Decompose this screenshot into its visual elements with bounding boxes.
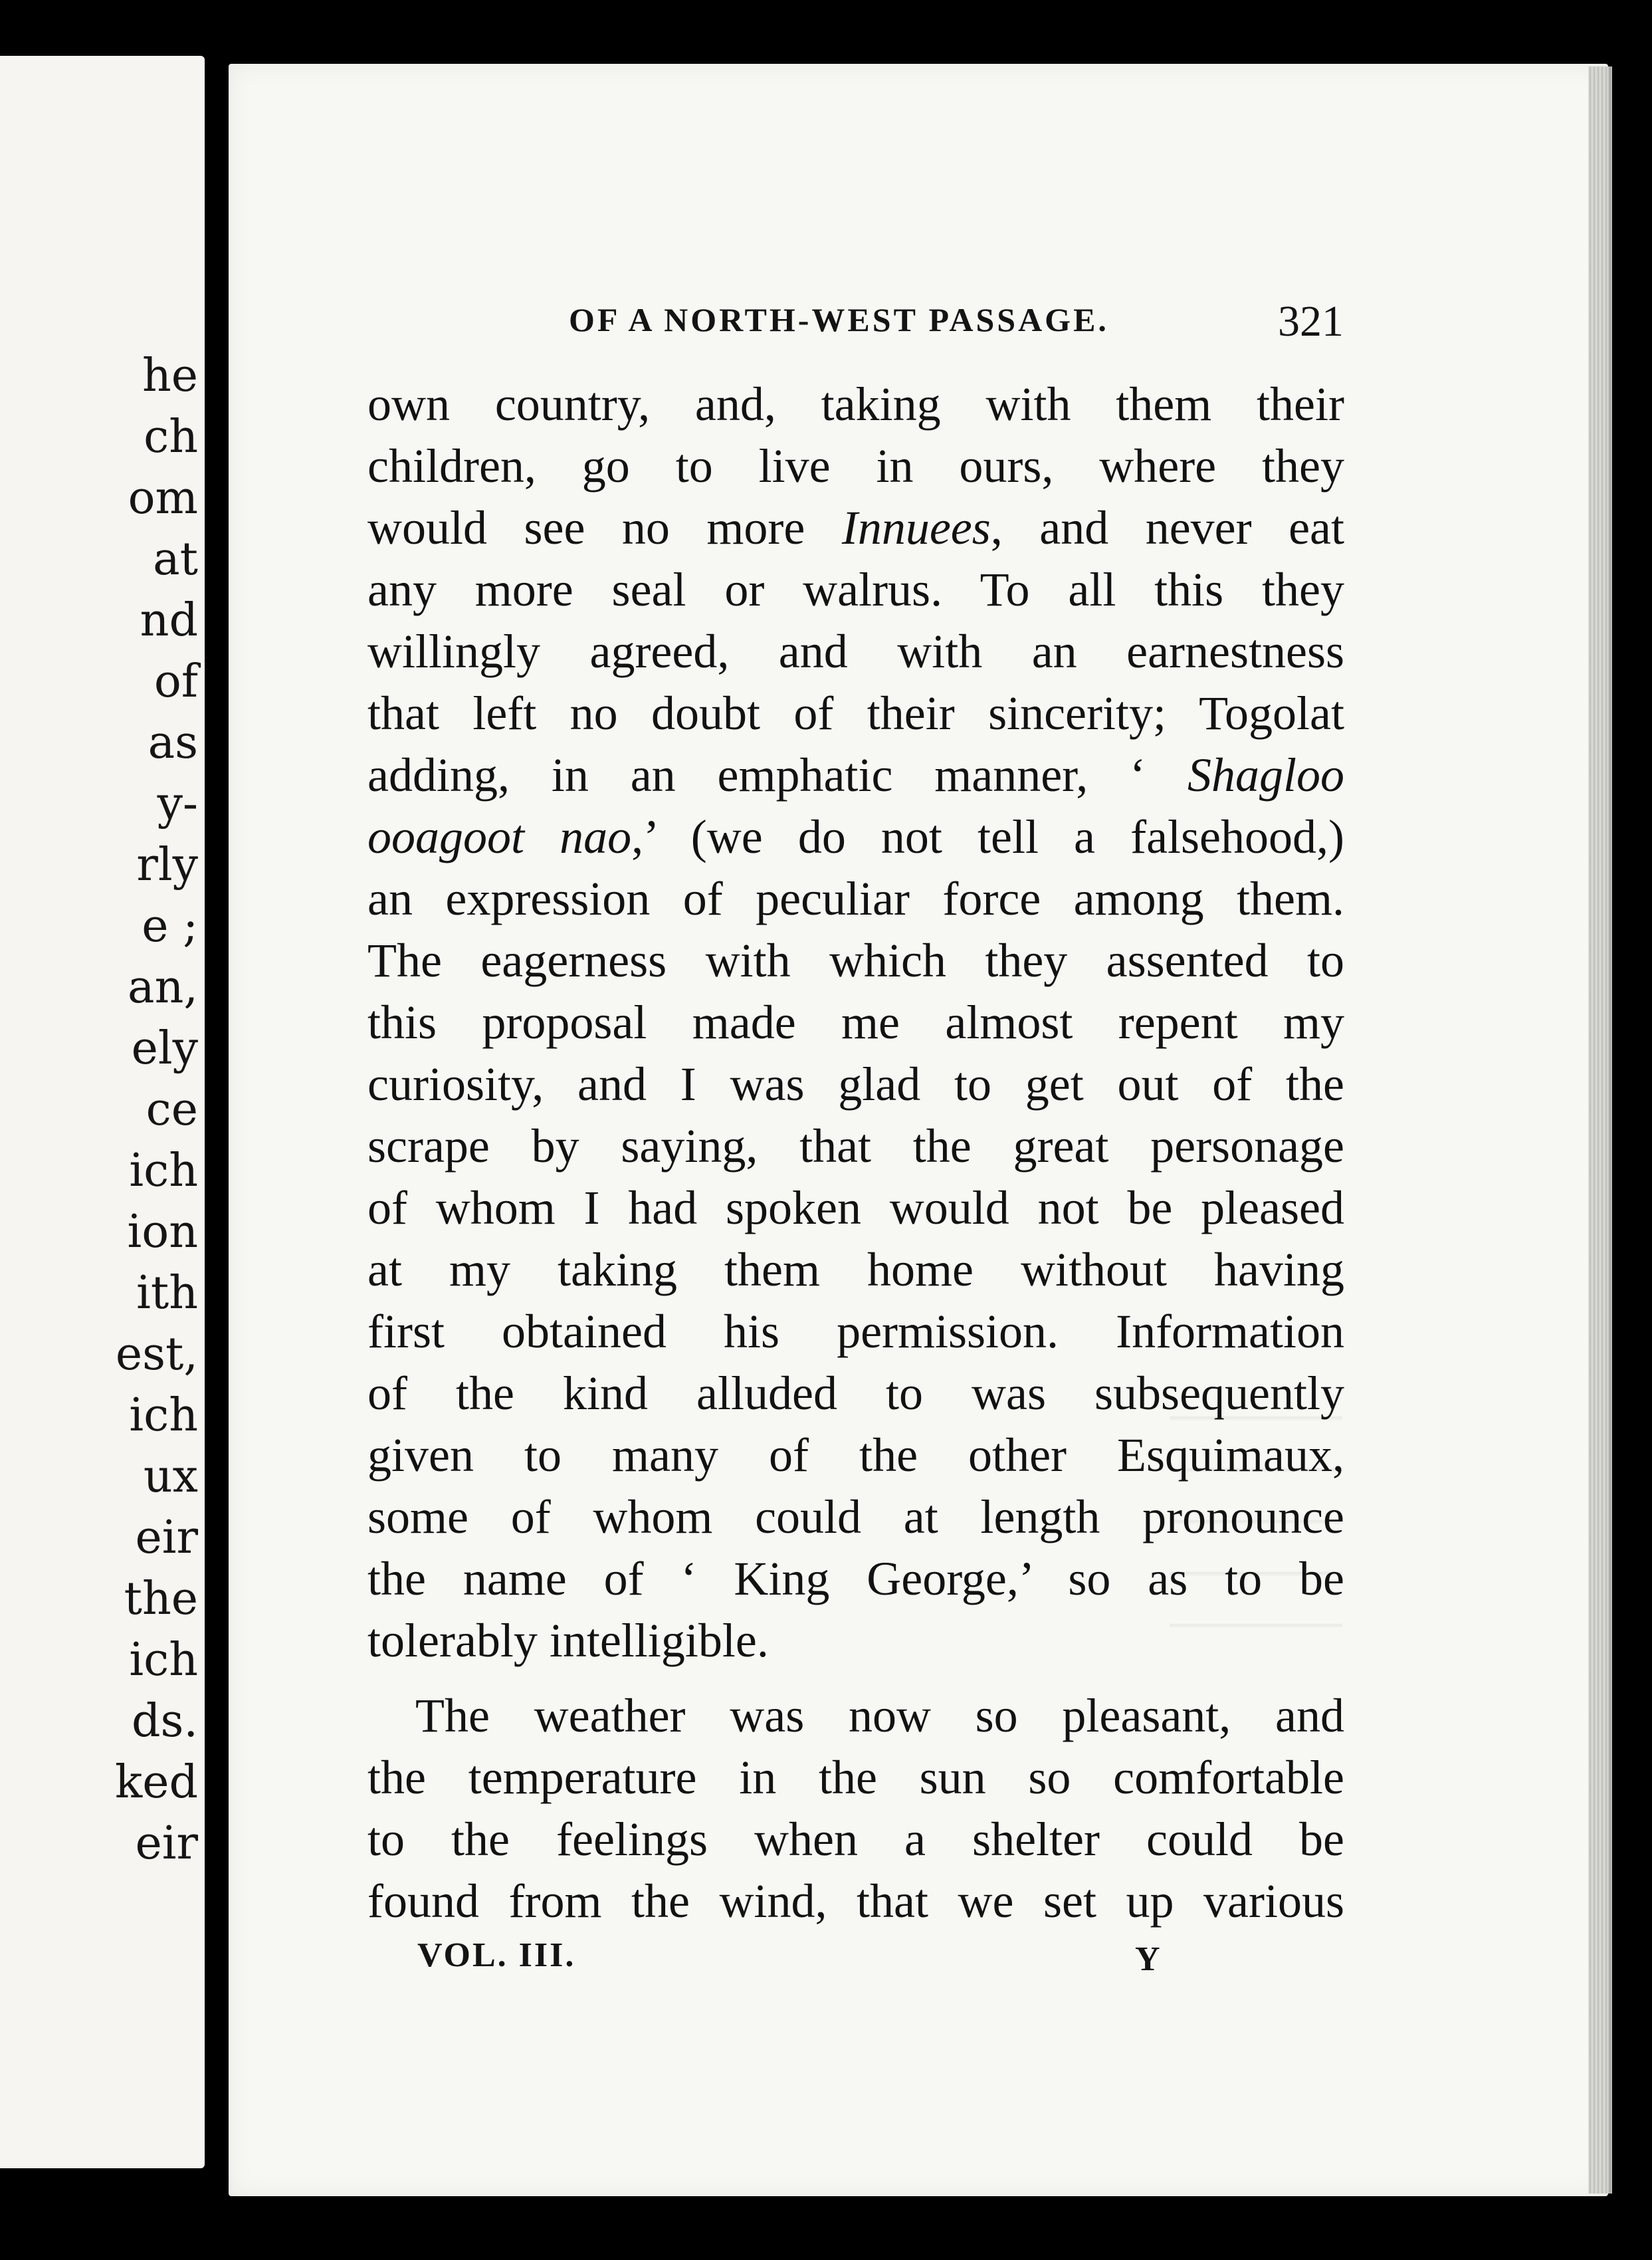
text-line-content: own country, and, taking with them their <box>367 378 1344 431</box>
left-page-fragment: nd <box>140 594 198 647</box>
text-line-content: of the kind alluded to was subsequently <box>367 1367 1344 1420</box>
left-page-fragment: ich <box>129 1634 198 1686</box>
left-page-fragment: om <box>128 472 198 524</box>
left-page-fragment: an, <box>128 961 198 1014</box>
text-line-content: first obtained his permission. Information <box>367 1305 1344 1358</box>
text-line <box>367 930 1344 992</box>
text-line-content: some of whom could at length pronounce <box>367 1490 1344 1543</box>
text-line-content: tolerably intelligible. <box>367 1614 769 1667</box>
text-line <box>367 374 1344 435</box>
text-line <box>367 1054 1344 1115</box>
text-line-content: ooagoot nao,’ (we do not tell a falsehood,) <box>367 810 1344 863</box>
left-page-fragment: ich <box>129 1389 198 1442</box>
text-line <box>367 1486 1344 1548</box>
text-line-content: adding, in an emphatic manner, ‘ Shagloo <box>367 748 1344 802</box>
text-line <box>367 1239 1344 1301</box>
left-page-fragment: ion <box>127 1206 198 1258</box>
text-line <box>367 683 1344 744</box>
text-line <box>367 1424 1344 1486</box>
text-line <box>367 497 1344 559</box>
left-page-fragment: ich <box>129 1145 198 1197</box>
text-line-content: of whom I had spoken would not be pleased <box>367 1181 1344 1234</box>
text-line-content: at my taking them home without having <box>367 1243 1344 1296</box>
left-page-fragment: ith <box>136 1267 198 1319</box>
left-page-fragment: y- <box>157 778 198 830</box>
left-page-fragment: e ; <box>142 900 198 953</box>
text-line-content: curiosity, and I was glad to get out of the <box>367 1058 1344 1111</box>
left-page-fragment: ked <box>115 1756 198 1809</box>
text-line <box>367 559 1344 621</box>
text-line-content: given to many of the other Esquimaux, <box>367 1428 1344 1482</box>
left-page-fragment: as <box>148 717 198 769</box>
left-page-fragment: the <box>124 1573 198 1625</box>
text-line-content: The eagerness with which they assented to <box>367 934 1344 987</box>
left-page-fragment: ely <box>131 1022 198 1075</box>
left-page-fragment: est, <box>115 1328 198 1381</box>
signature-mark: Y <box>1135 1940 1160 1978</box>
text-line <box>367 1301 1344 1363</box>
running-head-title: OF A NORTH-WEST PASSAGE. <box>569 301 1109 338</box>
text-line <box>367 621 1344 683</box>
left-page-fragment: at <box>153 533 198 586</box>
text-line-content: the name of ‘ King George,’ so as to be <box>367 1552 1344 1605</box>
text-line-content: found from the wind, that we set up various <box>367 1874 1344 1928</box>
paragraph <box>367 374 1344 1672</box>
text-line <box>367 1548 1344 1610</box>
text-line-content: to the feelings when a shelter could be <box>367 1813 1344 1866</box>
text-line-content: any more seal or walrus. To all this they <box>367 563 1344 616</box>
text-line <box>367 1809 1344 1870</box>
text-line <box>367 1610 1344 1672</box>
text-line-content: an expression of peculiar force among them. <box>367 872 1344 925</box>
page-number: 321 <box>1278 297 1344 346</box>
left-page-fragment: ce <box>146 1083 198 1136</box>
left-page-fragment: ch <box>144 411 198 463</box>
volume-marker: VOL. III. <box>417 1936 576 1974</box>
text-line-content: The weather was now so pleasant, and <box>415 1689 1344 1742</box>
text-line <box>367 1177 1344 1239</box>
left-page-fragment: of <box>154 655 198 708</box>
text-line <box>367 1115 1344 1177</box>
text-line <box>367 868 1344 930</box>
paragraph-gap <box>367 1672 1344 1685</box>
left-page-fragment: ds. <box>131 1695 198 1748</box>
left-page-fragment: he <box>142 350 198 402</box>
left-page-fragment: ux <box>143 1450 198 1503</box>
left-page-fragment: eir <box>135 1817 198 1870</box>
text-line-content: willingly agreed, and with an earnestness <box>367 625 1344 678</box>
text-line <box>367 992 1344 1054</box>
paragraph <box>367 1685 1344 1932</box>
text-line <box>367 1685 1344 1747</box>
left-page-fragment: eir <box>135 1512 198 1564</box>
text-line-content: this proposal made me almost repent my <box>367 996 1344 1049</box>
text-line-content: would see no more Innuees, and never eat <box>367 501 1344 554</box>
text-line-content: the temperature in the sun so comfortable <box>367 1751 1344 1804</box>
text-line <box>367 1363 1344 1424</box>
text-line-content: that left no doubt of their sincerity; Togolat <box>367 687 1344 740</box>
left-page-fragment: rly <box>136 839 198 891</box>
text-line <box>367 435 1344 497</box>
page-edge <box>1588 66 1612 2194</box>
body-text <box>367 374 1344 1932</box>
text-line-content: children, go to live in ours, where they <box>367 439 1344 493</box>
text-line <box>367 806 1344 868</box>
text-line <box>367 1747 1344 1809</box>
left-page <box>0 56 205 2168</box>
text-line <box>367 744 1344 806</box>
text-line <box>367 1870 1344 1932</box>
text-line-content: scrape by saying, that the great personage <box>367 1119 1344 1173</box>
